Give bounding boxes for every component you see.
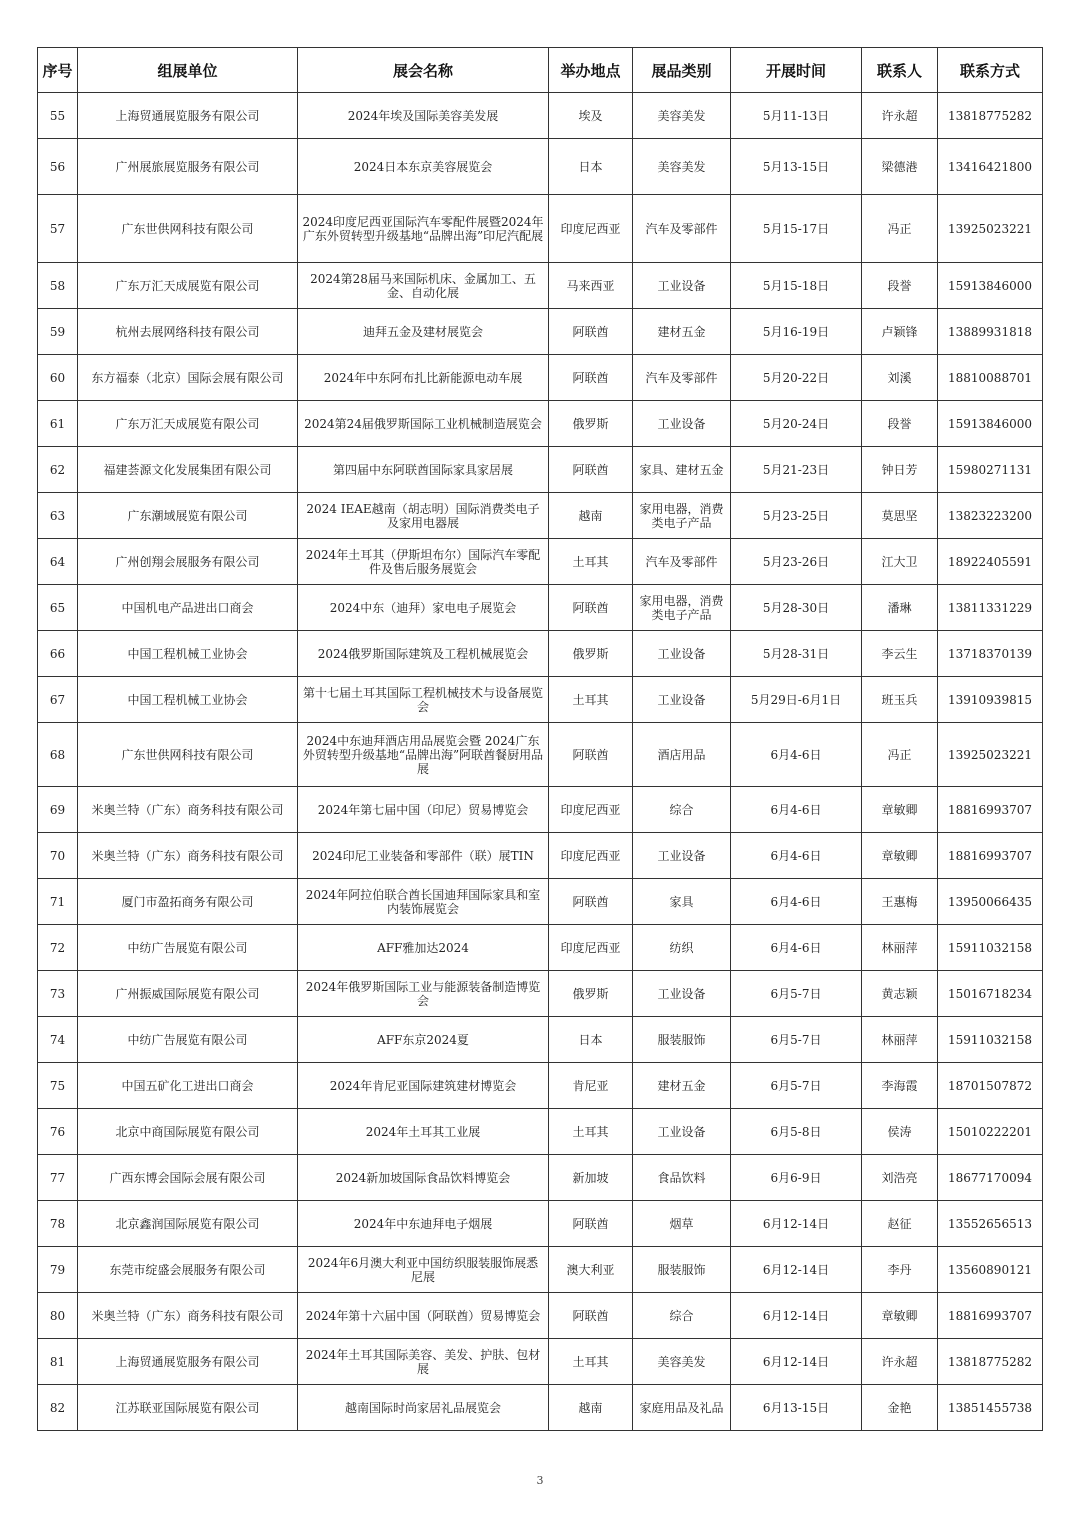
- organizer: 广西东博会国际会展有限公司: [78, 1155, 298, 1201]
- date: 5月15-17日: [731, 195, 862, 263]
- organizer: 米奥兰特（广东）商务科技有限公司: [78, 787, 298, 833]
- organizer: 福建荟源文化发展集团有限公司: [78, 447, 298, 493]
- contact-person: 赵征: [862, 1201, 938, 1247]
- category: 建材五金: [633, 309, 731, 355]
- date: 5月13-15日: [731, 139, 862, 195]
- location: 土耳其: [549, 1339, 633, 1385]
- location: 印度尼西亚: [549, 195, 633, 263]
- category: 家庭用品及礼品: [633, 1385, 731, 1431]
- table-row: [38, 139, 1043, 195]
- category: 综合: [633, 1293, 731, 1339]
- exhibition-name: 越南国际时尚家居礼品展览会: [298, 1385, 549, 1431]
- category: 家具: [633, 879, 731, 925]
- table-row: [38, 1201, 1043, 1247]
- phone: 13889931818: [938, 309, 1043, 355]
- category: 服装服饰: [633, 1017, 731, 1063]
- exhibition-name: 2024年埃及国际美容美发展: [298, 93, 549, 139]
- category: 综合: [633, 787, 731, 833]
- organizer: 广东万汇天成展览有限公司: [78, 401, 298, 447]
- location: 阿联酋: [549, 355, 633, 401]
- row-index: 64: [38, 539, 78, 585]
- date: 6月12-14日: [731, 1201, 862, 1247]
- organizer: 中纺广告展览有限公司: [78, 1017, 298, 1063]
- row-index: 59: [38, 309, 78, 355]
- category: 工业设备: [633, 631, 731, 677]
- phone: 18816993707: [938, 787, 1043, 833]
- contact-person: 班玉兵: [862, 677, 938, 723]
- date: 6月12-14日: [731, 1293, 862, 1339]
- location: 日本: [549, 139, 633, 195]
- phone: 13718370139: [938, 631, 1043, 677]
- location: 印度尼西亚: [549, 787, 633, 833]
- organizer: 中国工程机械工业协会: [78, 677, 298, 723]
- header-location: 举办地点: [549, 48, 633, 93]
- contact-person: 刘溪: [862, 355, 938, 401]
- date: 5月11-13日: [731, 93, 862, 139]
- category: 建材五金: [633, 1063, 731, 1109]
- table-row: [38, 263, 1043, 309]
- category: 服装服饰: [633, 1247, 731, 1293]
- table-row: [38, 93, 1043, 139]
- phone: 13910939815: [938, 677, 1043, 723]
- contact-person: 黄志颖: [862, 971, 938, 1017]
- location: 土耳其: [549, 539, 633, 585]
- table-row: [38, 971, 1043, 1017]
- row-index: 75: [38, 1063, 78, 1109]
- date: 6月12-14日: [731, 1339, 862, 1385]
- location: 俄罗斯: [549, 401, 633, 447]
- organizer: 中国工程机械工业协会: [78, 631, 298, 677]
- exhibition-name: AFF东京2024夏: [298, 1017, 549, 1063]
- contact-person: 段誉: [862, 401, 938, 447]
- category: 工业设备: [633, 401, 731, 447]
- location: 阿联酋: [549, 585, 633, 631]
- exhibition-name: 2024年中东迪拜电子烟展: [298, 1201, 549, 1247]
- table-row: [38, 195, 1043, 263]
- contact-person: 章敏卿: [862, 833, 938, 879]
- row-index: 76: [38, 1109, 78, 1155]
- exhibition-name: 2024年中东阿布扎比新能源电动车展: [298, 355, 549, 401]
- header-date: 开展时间: [731, 48, 862, 93]
- organizer: 江苏联亚国际展览有限公司: [78, 1385, 298, 1431]
- organizer: 广东世供网科技有限公司: [78, 723, 298, 787]
- category: 美容美发: [633, 139, 731, 195]
- row-index: 69: [38, 787, 78, 833]
- table-row: [38, 585, 1043, 631]
- row-index: 55: [38, 93, 78, 139]
- row-index: 56: [38, 139, 78, 195]
- organizer: 广州振威国际展览有限公司: [78, 971, 298, 1017]
- location: 土耳其: [549, 1109, 633, 1155]
- date: 6月4-6日: [731, 787, 862, 833]
- category: 工业设备: [633, 1109, 731, 1155]
- phone: 13818775282: [938, 1339, 1043, 1385]
- contact-person: 李海霞: [862, 1063, 938, 1109]
- exhibition-name: AFF雅加达2024: [298, 925, 549, 971]
- row-index: 81: [38, 1339, 78, 1385]
- location: 阿联酋: [549, 447, 633, 493]
- category: 酒店用品: [633, 723, 731, 787]
- contact-person: 莫思坚: [862, 493, 938, 539]
- row-index: 57: [38, 195, 78, 263]
- phone: 18922405591: [938, 539, 1043, 585]
- location: 日本: [549, 1017, 633, 1063]
- row-index: 80: [38, 1293, 78, 1339]
- contact-person: 钟日芳: [862, 447, 938, 493]
- location: 澳大利亚: [549, 1247, 633, 1293]
- location: 阿联酋: [549, 723, 633, 787]
- location: 越南: [549, 1385, 633, 1431]
- date: 6月4-6日: [731, 723, 862, 787]
- exhibition-name: 2024俄罗斯国际建筑及工程机械展览会: [298, 631, 549, 677]
- contact-person: 段誉: [862, 263, 938, 309]
- table-row: [38, 879, 1043, 925]
- phone: 13851455738: [938, 1385, 1043, 1431]
- contact-person: 冯正: [862, 195, 938, 263]
- category: 家具、建材五金: [633, 447, 731, 493]
- organizer: 广州创翔会展服务有限公司: [78, 539, 298, 585]
- date: 5月28-31日: [731, 631, 862, 677]
- date: 5月20-24日: [731, 401, 862, 447]
- header-exhibition-name: 展会名称: [298, 48, 549, 93]
- phone: 15980271131: [938, 447, 1043, 493]
- category: 汽车及零部件: [633, 195, 731, 263]
- location: 阿联酋: [549, 1201, 633, 1247]
- phone: 13818775282: [938, 93, 1043, 139]
- exhibition-name: 2024新加坡国际食品饮料博览会: [298, 1155, 549, 1201]
- organizer: 上海贸通展览服务有限公司: [78, 93, 298, 139]
- organizer: 杭州去展网络科技有限公司: [78, 309, 298, 355]
- table-row: [38, 787, 1043, 833]
- row-index: 58: [38, 263, 78, 309]
- category: 美容美发: [633, 1339, 731, 1385]
- row-index: 77: [38, 1155, 78, 1201]
- exhibition-name: 2024中东（迪拜）家电电子展览会: [298, 585, 549, 631]
- header-organizer: 组展单位: [78, 48, 298, 93]
- contact-person: 章敏卿: [862, 787, 938, 833]
- row-index: 65: [38, 585, 78, 631]
- date: 6月5-7日: [731, 1017, 862, 1063]
- table-row: [38, 355, 1043, 401]
- exhibition-name: 2024年土耳其工业展: [298, 1109, 549, 1155]
- table-row: [38, 1155, 1043, 1201]
- table-row: [38, 723, 1043, 787]
- location: 印度尼西亚: [549, 925, 633, 971]
- organizer: 北京中商国际展览有限公司: [78, 1109, 298, 1155]
- contact-person: 江大卫: [862, 539, 938, 585]
- location: 阿联酋: [549, 879, 633, 925]
- phone: 18701507872: [938, 1063, 1043, 1109]
- table-row: [38, 447, 1043, 493]
- row-index: 72: [38, 925, 78, 971]
- row-index: 61: [38, 401, 78, 447]
- header-phone: 联系方式: [938, 48, 1043, 93]
- organizer: 东方福泰（北京）国际会展有限公司: [78, 355, 298, 401]
- contact-person: 许永超: [862, 1339, 938, 1385]
- contact-person: 李丹: [862, 1247, 938, 1293]
- organizer: 厦门市盈拓商务有限公司: [78, 879, 298, 925]
- exhibition-name: 2024年6月澳大利亚中国纺织服装服饰展悉尼展: [298, 1247, 549, 1293]
- location: 土耳其: [549, 677, 633, 723]
- page-number: 3: [536, 1474, 544, 1487]
- date: 5月20-22日: [731, 355, 862, 401]
- phone: 15913846000: [938, 263, 1043, 309]
- phone: 15016718234: [938, 971, 1043, 1017]
- phone: 13925023221: [938, 195, 1043, 263]
- table-row: [38, 309, 1043, 355]
- contact-person: 林丽萍: [862, 925, 938, 971]
- row-index: 67: [38, 677, 78, 723]
- organizer: 广州展旅展览服务有限公司: [78, 139, 298, 195]
- table-row: [38, 677, 1043, 723]
- date: 6月5-7日: [731, 1063, 862, 1109]
- category: 工业设备: [633, 677, 731, 723]
- phone: 18677170094: [938, 1155, 1043, 1201]
- header-row: [38, 48, 1043, 93]
- phone: 13560890121: [938, 1247, 1043, 1293]
- phone: 13823223200: [938, 493, 1043, 539]
- table-row: [38, 401, 1043, 447]
- phone: 13552656513: [938, 1201, 1043, 1247]
- table-row: [38, 1063, 1043, 1109]
- category: 纺织: [633, 925, 731, 971]
- category: 家用电器，消费类电子产品: [633, 493, 731, 539]
- exhibition-name: 迪拜五金及建材展览会: [298, 309, 549, 355]
- exhibition-name: 2024年阿拉伯联合酋长国迪拜国际家具和室内装饰展览会: [298, 879, 549, 925]
- exhibition-name: 2024第24届俄罗斯国际工业机械制造展览会: [298, 401, 549, 447]
- date: 5月23-25日: [731, 493, 862, 539]
- date: 6月13-15日: [731, 1385, 862, 1431]
- phone: 18816993707: [938, 1293, 1043, 1339]
- exhibition-name: 2024第28届马来国际机床、金属加工、五金、自动化展: [298, 263, 549, 309]
- date: 6月5-8日: [731, 1109, 862, 1155]
- exhibition-name: 2024日本东京美容展览会: [298, 139, 549, 195]
- location: 阿联酋: [549, 309, 633, 355]
- location: 马来西亚: [549, 263, 633, 309]
- table-row: [38, 1247, 1043, 1293]
- date: 5月28-30日: [731, 585, 862, 631]
- contact-person: 侯涛: [862, 1109, 938, 1155]
- header-category: 展品类别: [633, 48, 731, 93]
- phone: 18816993707: [938, 833, 1043, 879]
- row-index: 63: [38, 493, 78, 539]
- contact-person: 章敏卿: [862, 1293, 938, 1339]
- table-row: [38, 925, 1043, 971]
- contact-person: 金艳: [862, 1385, 938, 1431]
- organizer: 米奥兰特（广东）商务科技有限公司: [78, 1293, 298, 1339]
- organizer: 中国五矿化工进出口商会: [78, 1063, 298, 1109]
- category: 汽车及零部件: [633, 355, 731, 401]
- row-index: 70: [38, 833, 78, 879]
- table-row: [38, 1109, 1043, 1155]
- row-index: 66: [38, 631, 78, 677]
- location: 埃及: [549, 93, 633, 139]
- exhibition-name: 2024年俄罗斯国际工业与能源装备制造博览会: [298, 971, 549, 1017]
- location: 俄罗斯: [549, 971, 633, 1017]
- exhibition-name: 2024年第七届中国（印尼）贸易博览会: [298, 787, 549, 833]
- contact-person: 李云生: [862, 631, 938, 677]
- header-index: 序号: [38, 48, 78, 93]
- phone: 13811331229: [938, 585, 1043, 631]
- date: 6月4-6日: [731, 879, 862, 925]
- contact-person: 冯正: [862, 723, 938, 787]
- organizer: 北京鑫润国际展览有限公司: [78, 1201, 298, 1247]
- organizer: 中国机电产品进出口商会: [78, 585, 298, 631]
- date: 5月15-18日: [731, 263, 862, 309]
- exhibition-name: 2024印尼工业装备和零部件（联）展TIN: [298, 833, 549, 879]
- date: 5月21-23日: [731, 447, 862, 493]
- exhibition-name: 2024印度尼西亚国际汽车零配件展暨2024年广东外贸转型升级基地“品牌出海”印尼汽配展: [298, 195, 549, 263]
- contact-person: 许永超: [862, 93, 938, 139]
- category: 食品饮料: [633, 1155, 731, 1201]
- exhibition-name: 2024年土耳其国际美容、美发、护肤、包材展: [298, 1339, 549, 1385]
- category: 汽车及零部件: [633, 539, 731, 585]
- date: 6月12-14日: [731, 1247, 862, 1293]
- contact-person: 潘琳: [862, 585, 938, 631]
- date: 6月6-9日: [731, 1155, 862, 1201]
- row-index: 78: [38, 1201, 78, 1247]
- phone: 18810088701: [938, 355, 1043, 401]
- date: 5月29日-6月1日: [731, 677, 862, 723]
- category: 工业设备: [633, 263, 731, 309]
- table-row: [38, 833, 1043, 879]
- date: 6月5-7日: [731, 971, 862, 1017]
- table-row: [38, 1293, 1043, 1339]
- category: 烟草: [633, 1201, 731, 1247]
- row-index: 82: [38, 1385, 78, 1431]
- location: 阿联酋: [549, 1293, 633, 1339]
- row-index: 68: [38, 723, 78, 787]
- table-row: [38, 1017, 1043, 1063]
- exhibition-name: 2024中东迪拜酒店用品展览会暨 2024广东外贸转型升级基地“品牌出海”阿联酋餐厨用品展: [298, 723, 549, 787]
- contact-person: 王惠梅: [862, 879, 938, 925]
- category: 美容美发: [633, 93, 731, 139]
- contact-person: 刘浩亮: [862, 1155, 938, 1201]
- date: 6月4-6日: [731, 925, 862, 971]
- phone: 15911032158: [938, 925, 1043, 971]
- row-index: 62: [38, 447, 78, 493]
- exhibition-name: 2024年土耳其（伊斯坦布尔）国际汽车零配件及售后服务展览会: [298, 539, 549, 585]
- date: 5月16-19日: [731, 309, 862, 355]
- row-index: 60: [38, 355, 78, 401]
- row-index: 79: [38, 1247, 78, 1293]
- phone: 15913846000: [938, 401, 1043, 447]
- exhibition-table: [37, 47, 1043, 1431]
- exhibition-name: 2024年肯尼亚国际建筑建材博览会: [298, 1063, 549, 1109]
- row-index: 74: [38, 1017, 78, 1063]
- exhibition-name: 第四届中东阿联酋国际家具家居展: [298, 447, 549, 493]
- table-row: [38, 493, 1043, 539]
- organizer: 广东潮域展览有限公司: [78, 493, 298, 539]
- table-row: [38, 1339, 1043, 1385]
- contact-person: 梁德港: [862, 139, 938, 195]
- location: 肯尼亚: [549, 1063, 633, 1109]
- organizer: 中纺广告展览有限公司: [78, 925, 298, 971]
- row-index: 73: [38, 971, 78, 1017]
- table-row: [38, 1385, 1043, 1431]
- category: 家用电器，消费类电子产品: [633, 585, 731, 631]
- header-contact-person: 联系人: [862, 48, 938, 93]
- location: 俄罗斯: [549, 631, 633, 677]
- phone: 13925023221: [938, 723, 1043, 787]
- phone: 13950066435: [938, 879, 1043, 925]
- location: 印度尼西亚: [549, 833, 633, 879]
- row-index: 71: [38, 879, 78, 925]
- organizer: 东莞市绽盛会展服务有限公司: [78, 1247, 298, 1293]
- location: 越南: [549, 493, 633, 539]
- phone: 15010222201: [938, 1109, 1043, 1155]
- phone: 15911032158: [938, 1017, 1043, 1063]
- exhibition-name: 2024 IEAE越南（胡志明）国际消费类电子及家用电器展: [298, 493, 549, 539]
- date: 5月23-26日: [731, 539, 862, 585]
- category: 工业设备: [633, 971, 731, 1017]
- table-row: [38, 631, 1043, 677]
- organizer: 上海贸通展览服务有限公司: [78, 1339, 298, 1385]
- organizer: 米奥兰特（广东）商务科技有限公司: [78, 833, 298, 879]
- phone: 13416421800: [938, 139, 1043, 195]
- contact-person: 林丽萍: [862, 1017, 938, 1063]
- exhibition-name: 第十七届土耳其国际工程机械技术与设备展览会: [298, 677, 549, 723]
- contact-person: 卢颖锋: [862, 309, 938, 355]
- category: 工业设备: [633, 833, 731, 879]
- table-row: [38, 539, 1043, 585]
- location: 新加坡: [549, 1155, 633, 1201]
- exhibition-name: 2024年第十六届中国（阿联酋）贸易博览会: [298, 1293, 549, 1339]
- organizer: 广东万汇天成展览有限公司: [78, 263, 298, 309]
- organizer: 广东世供网科技有限公司: [78, 195, 298, 263]
- date: 6月4-6日: [731, 833, 862, 879]
